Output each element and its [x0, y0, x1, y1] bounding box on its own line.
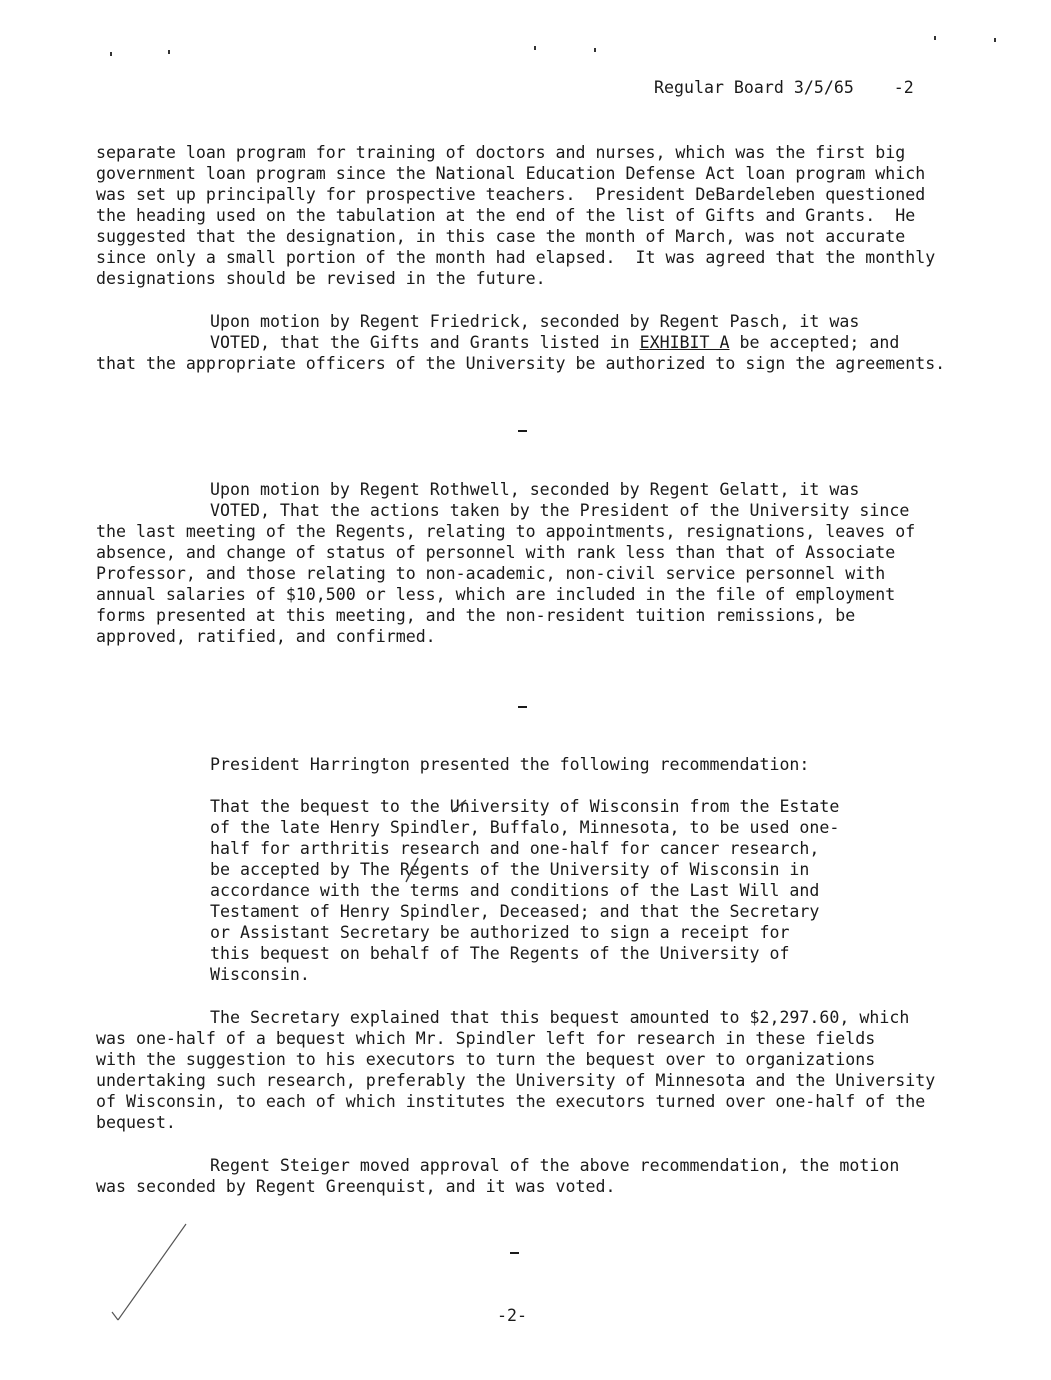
text-line [210, 332, 899, 353]
text-line: was seconded by Regent Greenquist, and it was voted. [96, 1177, 616, 1196]
text-line: Wisconsin. [210, 965, 310, 984]
scan-speck [110, 52, 112, 56]
text-line: That the bequest to the University of Wisconsin from the Estate [210, 797, 840, 816]
text-line: annual salaries of $10,500 or less, which are included in the file of employment [96, 585, 896, 604]
section-separator [518, 706, 527, 708]
text-line: of Wisconsin, to each of which institutes the executors turned over one-half of the [96, 1092, 926, 1111]
text-line: the last meeting of the Regents, relating to appointments, resignations, leaves of [96, 522, 916, 541]
text-line: Upon motion by Regent Friedrick, seconded by Regent Pasch, it was [210, 312, 860, 331]
text-line: Upon motion by Regent Rothwell, seconded by Regent Gelatt, it was [210, 480, 860, 499]
text-line: was one-half of a bequest which Mr. Spindler left for research in these fields [96, 1029, 876, 1048]
scan-speck [534, 46, 536, 50]
section-separator [510, 1252, 519, 1254]
scan-speck [594, 48, 596, 52]
text-line: since only a small portion of the month had elapsed. It was agreed that the monthly [96, 248, 936, 267]
page-number: -2- [497, 1306, 527, 1325]
text-line: separate loan program for training of doctors and nurses, which was the first big [96, 143, 906, 162]
text-line: forms presented at this meeting, and the non-resident tuition remissions, be [96, 606, 856, 625]
text-line: designations should be revised in the future. [96, 269, 546, 288]
recommendation-intro: President Harrington presented the following recommendation: [210, 755, 810, 774]
text-segment: VOTED, that the Gifts and Grants listed in [210, 333, 640, 352]
text-line: with the suggestion to his executors to turn the bequest over to organizations [96, 1050, 876, 1069]
scan-speck [934, 36, 936, 40]
text-line: Professor, and those relating to non-academic, non-civil service personnel with [96, 564, 886, 583]
text-line: accordance with the terms and conditions of the Last Will and [210, 881, 820, 900]
text-line: The Secretary explained that this bequest amounted to $2,297.60, which [210, 1008, 910, 1027]
page-header: Regular Board 3/5/65 -2 [654, 78, 914, 97]
text-line: this bequest on behalf of The Regents of the University of [210, 944, 790, 963]
text-line: bequest. [96, 1113, 176, 1132]
scan-speck [994, 38, 996, 42]
text-line: absence, and change of status of personnel with rank less than that of Associate [96, 543, 896, 562]
section-separator [518, 430, 527, 432]
text-line: undertaking such research, preferably the University of Minnesota and the University [96, 1071, 936, 1090]
text-line: the heading used on the tabulation at the end of the list of Gifts and Grants. He [96, 206, 916, 225]
text-line: Regent Steiger moved approval of the above recommendation, the motion [210, 1156, 900, 1175]
scan-speck [168, 50, 170, 54]
text-line: of the late Henry Spindler, Buffalo, Minnesota, to be used one- [210, 818, 840, 837]
text-line: approved, ratified, and confirmed. [96, 627, 436, 646]
text-segment: be accepted; and [729, 333, 900, 352]
text-line: be accepted by The Regents of the University of Wisconsin in [210, 860, 810, 879]
text-line: government loan program since the National Education Defense Act loan program which [96, 164, 926, 183]
text-line: half for arthritis research and one-half for cancer research, [210, 839, 820, 858]
exhibit-a-reference: EXHIBIT A [639, 333, 730, 352]
text-line: that the appropriate officers of the University be authorized to sign the agreements. [96, 354, 946, 373]
text-line: Testament of Henry Spindler, Deceased; and that the Secretary [210, 902, 820, 921]
text-line: suggested that the designation, in this case the month of March, was not accurate [96, 227, 906, 246]
text-line: or Assistant Secretary be authorized to sign a receipt for [210, 923, 790, 942]
text-line: was set up principally for prospective teachers. President DeBardeleben questioned [96, 185, 926, 204]
text-line: VOTED, That the actions taken by the President of the University since [210, 501, 910, 520]
